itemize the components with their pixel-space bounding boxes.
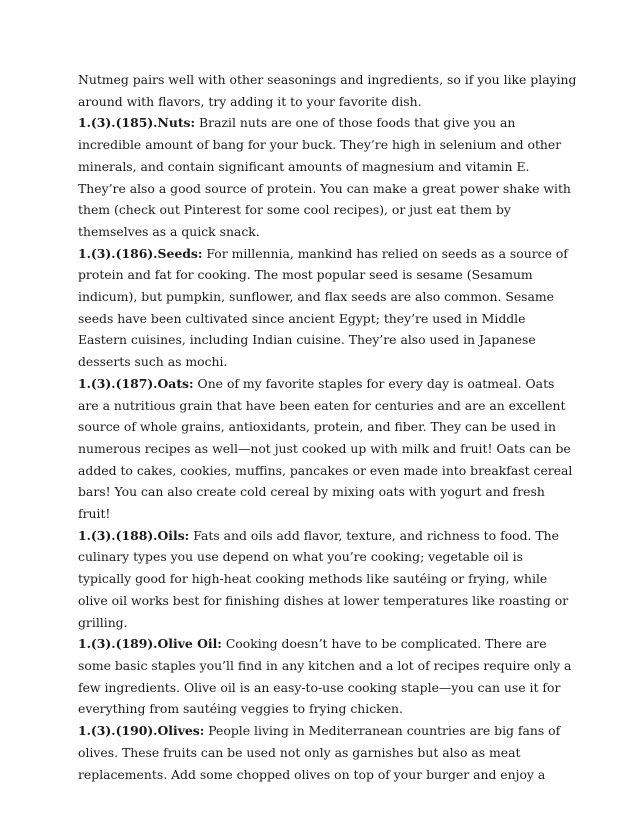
entry-body: People living in Mediterranean countries are big fans of olives. These fruits can be used not only as garnishes but also as meat replacements. Add some chopped olives on top of your burger and enjoy a — [78, 723, 561, 782]
entry-heading: 1.(3).(188).Oils: — [78, 527, 190, 543]
entry-heading: 1.(3).(186).Seeds: — [78, 245, 203, 261]
intro-paragraph: Nutmeg pairs well with other seasonings and ingredients, so if you like playing around with flavors, try adding it to your favorite dish. — [78, 72, 577, 109]
entry-body: Brazil nuts are one of those foods that give you an incredible amount of bang for your buck. They’re high in selenium and other minerals, and contain significant amounts of magnesium and vitamin E. They’re also a good source of protein. You can make a great power shake with them (check out Pinterest for some cool recipes), or just eat them by themselves as a quick snack. — [78, 115, 571, 239]
entry-oats — [78, 373, 578, 525]
entry-olive-oil — [78, 633, 578, 720]
entry-heading: 1.(3).(187).Oats: — [78, 375, 194, 391]
entry-oils — [78, 525, 578, 634]
entry-body: Fats and oils add flavor, texture, and richness to food. The culinary types you use depend on what you’re cooking; vegetable oil is typically good for high-heat cooking methods like sautéing or frying, while olive oil works best for finishing dishes at lower temperatures like roasting or grilling. — [78, 527, 569, 630]
entry-olives — [78, 720, 578, 785]
entry-heading: 1.(3).(190).Olives: — [78, 723, 205, 739]
entry-body: For millennia, mankind has relied on seeds as a source of protein and fat for cooking. The most popular seed is sesame (Sesamum indicum), but pumpkin, sunflower, and flax seeds are also common. Sesame seeds have been cultivated since ancient Egypt; they’re used in Middle Eastern cuisines, including Indian cuisine. They’re also used in Japanese desserts such as mochi. — [78, 245, 568, 370]
entry-heading: 1.(3).(185).Nuts: — [78, 115, 196, 131]
entry-nuts — [78, 112, 578, 242]
document-page — [78, 69, 578, 785]
entry-body: Cooking doesn’t have to be complicated. There are some basic staples you’ll find in any kitchen and a lot of recipes require only a few ingredients. Olive oil is an easy-to-use cooking staple—you can use it for everything from sautéing veggies to frying chicken. — [78, 636, 572, 717]
entry-body: One of my favorite staples for every day is oatmeal. Oats are a nutritious grain that have been eaten for centuries and are an excellent source of whole grains, antioxidants, protein, and fiber. They can be used in numerous recipes as well—not just cooked up with milk and fruit! Oats can be added to cakes, cookies, muffins, pancakes or even made into breakfast cereal bars! You can also create cold cereal by mixing oats with yogurt and fresh fruit! — [78, 375, 573, 522]
entry-seeds — [78, 243, 578, 373]
entry-heading: 1.(3).(189).Olive Oil: — [78, 636, 222, 652]
